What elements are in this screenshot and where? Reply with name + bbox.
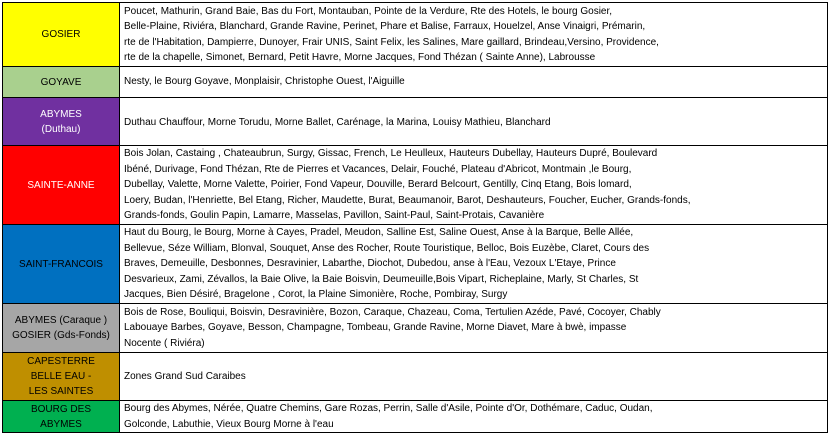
places-text: Duthau Chauffour, Morne Torudu, Morne Ballet, Carénage, la Marina, Louisy Mathieu, Blanchard: [124, 117, 551, 129]
table-row: [3, 98, 828, 146]
zone-cell: [3, 225, 120, 304]
zone-cell: [3, 146, 120, 225]
table-row: [3, 67, 828, 98]
places-text: Bourg des Abymes, Nérée, Quatre Chemins, Gare Rozas, Perrin, Salle d'Asile, Pointe d'Or, Dothémare, Caduc, Oudan, Golconde, Labuthie, Vieux Bourg Morne à l'eau: [124, 403, 653, 430]
zone-cell: [3, 98, 120, 146]
places-text: Poucet, Mathurin, Grand Baie, Bas du Fort, Montauban, Pointe de la Verdure, Rte des Hotels, le bourg Gosier, Belle-Plaine, Riviéra, Blanchard, Grande Ravine, Perinet, Phare et Balise, Farraux, Houelzel, Anse Vinaigri, Prémarin, rte de l'Habitation, Dampierre, Dunoyer, Frair UNIS, Saint Felix, les Salines, Mare gaillard, Brindeau,Versino, Providence, rte de la chapelle, Simonet, Bernard, Petit Havre, Morne Jacques, Fond Thézan ( Sainte Anne), Labrousse: [124, 5, 659, 63]
places-cell: [120, 3, 828, 67]
zone-label: GOYAVE: [40, 76, 82, 88]
places-cell: [120, 353, 828, 401]
places-text: Haut du Bourg, le Bourg, Morne à Cayes, Pradel, Meudon, Salline Est, Saline Ouest, Anse à la Barque, Belle Allée, Bellevue, Séze William, Blonval, Souquet, Anse des Rocher, Route Touristique, Belloc, Bois Euzèbe, Claret, Cours des Braves, Demeuille, Desbonnes, Desravinier, Labarthe, Diochot, Dubedou, anse à l'Eau, Vezoux L'Etaye, Prince Desvarieux, Zami, Zévallos, la Baie Olive, la Baie Boisvin, Deumeuille,Bois Vipart, Richeplaine, Marly, St Charles, St Jacques, Bien Désiré, Bragelone , Corot, la Plaine Simonière, Roche, Pombiray, Surgy: [124, 227, 650, 301]
zone-cell: [3, 401, 120, 433]
places-text: Bois de Rose, Bouliqui, Boisvin, Desravinière, Bozon, Caraque, Chazeau, Coma, Tertulien Azéde, Pavé, Cocoyer, Chably Labouaye Barbes, Goyave, Besson, Champagne, Tombeau, Grande Ravine, Morne Diavet, Mare à bwè, impasse Nocente ( Riviéra): [124, 306, 661, 349]
zone-cell: [3, 3, 120, 67]
places-cell: [120, 98, 828, 146]
places-cell: [120, 225, 828, 304]
table-row: [3, 146, 828, 225]
places-cell: [120, 67, 828, 98]
table-row: [3, 401, 828, 433]
zone-cell: [3, 67, 120, 98]
table-row: [3, 225, 828, 304]
places-cell: [120, 304, 828, 353]
zone-label: GOSIER: [41, 29, 81, 40]
zone-cell: [3, 353, 120, 401]
zone-table: [2, 2, 828, 433]
places-text: Nesty, le Bourg Goyave, Monplaisir, Christophe Ouest, l'Aiguille: [124, 76, 405, 88]
zone-label: SAINT-FRANCOIS: [19, 258, 103, 270]
zone-cell: [3, 304, 120, 353]
table-row: [3, 3, 828, 67]
places-cell: [120, 401, 828, 433]
zone-label: CAPESTERRE BELLE EAU - LES SAINTES: [27, 356, 95, 397]
zone-label: BOURG DES ABYMES: [30, 403, 91, 430]
table-row: [3, 353, 828, 401]
places-cell: [120, 146, 828, 225]
places-text: Bois Jolan, Castaing , Chateaubrun, Surgy, Gissac, French, Le Heulleux, Hauteurs Dubellay, Hauteurs Dupré, Boulevard Ibéné, Durivage, Fond Thézan, Rte de Pierres et Vacances, Delair, Fouché, Plateau d'Abricot, Montmain ,le Bourg, Dubellay, Valette, Morne Valette, Poirier, Fond Vapeur, Douville, Berard Belcourt, Gentilly, Cinq Etang, Bois lomard, Loery, Budan, l'Henriette, Bel Etang, Richer, Maudette, Burat, Beaumanoir, Barot, Deshauteurs, Foucher, Eucher, Grands-fonds, Grands-fonds, Goulin Papin, Lamarre, Masselas, Pavillon, Saint-Paul, Saint-Protais, Cavanière: [124, 148, 691, 222]
zone-label: ABYMES (Caraque ) GOSIER (Gds-Fonds): [12, 315, 110, 341]
zone-label: ABYMES (Duthau): [40, 108, 82, 135]
zone-label: SAINTE-ANNE: [27, 179, 95, 191]
places-text: Zones Grand Sud Caraibes: [124, 370, 246, 382]
table-row: [3, 304, 828, 353]
